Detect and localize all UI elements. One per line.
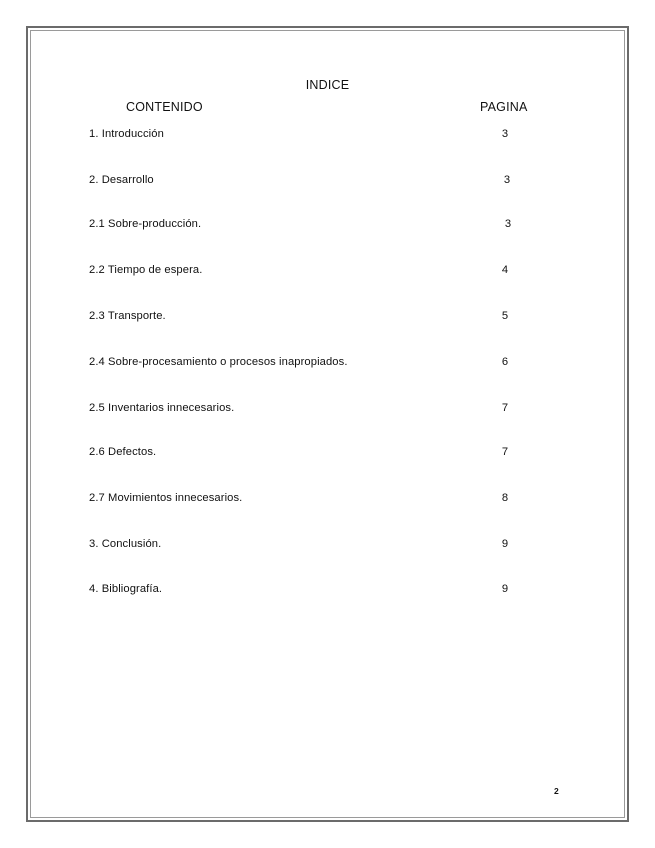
toc-entry-page: 7 [501, 446, 509, 458]
toc-entry-conclusion [89, 538, 549, 554]
toc-entry-inventarios [89, 402, 549, 418]
toc-entry-page: 4 [501, 264, 509, 276]
content-column-header: CONTENIDO [126, 100, 203, 114]
toc-entry-page: 5 [501, 310, 509, 322]
table-of-contents [28, 28, 627, 820]
toc-entry-page: 8 [501, 492, 509, 504]
toc-entry-page: 3 [501, 128, 509, 140]
toc-entry-sobre-procesamiento [89, 356, 549, 372]
toc-entry-label: 2.6 Defectos. [89, 446, 157, 458]
page-number: 2 [554, 786, 559, 796]
toc-entry-page: 9 [501, 538, 509, 550]
toc-entry-defectos [89, 446, 549, 462]
toc-entry-label: 2.5 Inventarios innecesarios. [89, 402, 235, 414]
document-page [26, 26, 629, 822]
toc-entry-page: 6 [501, 356, 509, 368]
toc-entry-page: 7 [501, 402, 509, 414]
toc-entry-page: 3 [503, 174, 511, 186]
toc-entry-label: 1. Introducción [89, 128, 164, 140]
toc-entry-sobre-produccion [89, 218, 549, 234]
toc-entry-desarrollo [89, 174, 549, 190]
toc-entry-label: 2.2 Tiempo de espera. [89, 264, 203, 276]
toc-entry-label: 2.7 Movimientos innecesarios. [89, 492, 243, 504]
toc-entry-page: 9 [501, 583, 509, 595]
toc-entry-tiempo-de-espera [89, 264, 549, 280]
toc-entry-page: 3 [504, 218, 512, 230]
toc-entry-bibliografia [89, 583, 549, 599]
toc-entry-label: 2.3 Transporte. [89, 310, 166, 322]
toc-entry-label: 4. Bibliografía. [89, 583, 163, 595]
toc-entry-introduccion [89, 128, 549, 144]
toc-entry-label: 2.4 Sobre-procesamiento o procesos inapropiados. [89, 356, 348, 368]
toc-entry-label: 3. Conclusión. [89, 538, 162, 550]
toc-entry-label: 2. Desarrollo [89, 174, 154, 186]
toc-entry-label: 2.1 Sobre-producción. [89, 218, 202, 230]
page-column-header: PAGINA [480, 100, 528, 114]
page-title: INDICE [305, 78, 350, 92]
toc-entry-movimientos [89, 492, 549, 508]
toc-entry-transporte [89, 310, 549, 326]
